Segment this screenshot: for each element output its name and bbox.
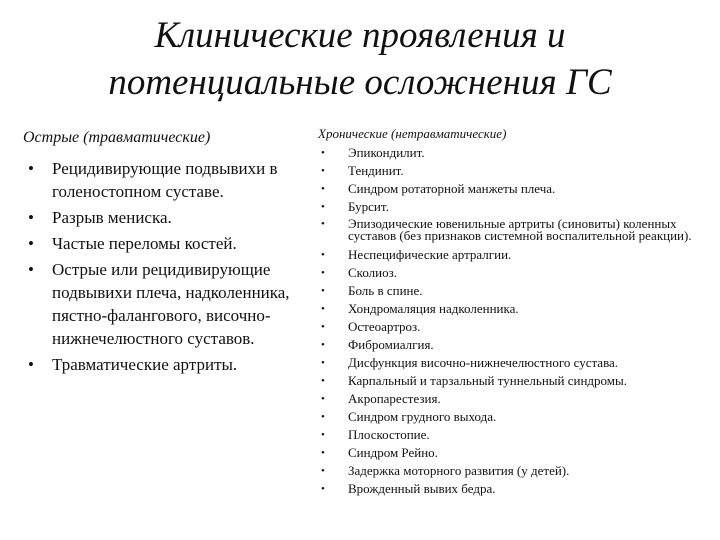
acute-item-text: Частые переломы костей. — [52, 234, 237, 253]
bullet-icon: • — [321, 447, 325, 459]
list-item — [23, 206, 305, 229]
bullet-icon: • — [321, 357, 325, 369]
chronic-column — [318, 126, 714, 498]
bullet-icon: • — [321, 165, 325, 177]
bullet-icon: • — [321, 339, 325, 351]
chronic-list — [318, 144, 714, 498]
chronic-item-text: Остеоартроз. — [348, 319, 421, 334]
list-item — [318, 462, 714, 480]
chronic-item-text: Тендинит. — [348, 163, 404, 178]
list-item — [23, 353, 305, 376]
chronic-item-text: Эпизодические ювенильные артриты (синовиты) коленных суставов (без признаков системной воспалительной реакции). — [348, 216, 692, 243]
chronic-item-text: Акропарестезия. — [348, 391, 441, 406]
bullet-icon: • — [28, 234, 34, 253]
chronic-item-text: Синдром Рейно. — [348, 445, 438, 460]
bullet-icon: • — [321, 285, 325, 297]
bullet-icon: • — [321, 201, 325, 213]
list-item — [23, 157, 305, 203]
list-item — [318, 144, 714, 162]
bullet-icon: • — [28, 260, 34, 279]
bullet-icon: • — [321, 267, 325, 279]
list-item — [318, 354, 714, 372]
acute-item-text: Рецидивирующие подвывихи в голеностопном суставе. — [52, 159, 278, 201]
bullet-icon: • — [321, 147, 325, 159]
bullet-icon: • — [321, 429, 325, 441]
acute-item-text: Травматические артриты. — [52, 355, 238, 374]
bullet-icon: • — [321, 375, 325, 387]
bullet-icon: • — [321, 303, 325, 315]
acute-item-text: Разрыв мениска. — [52, 208, 172, 227]
slide-title-line-2: потенциальные осложнения ГС — [108, 62, 612, 103]
chronic-item-text: Хондромаляция надколенника. — [348, 301, 519, 316]
bullet-icon: • — [321, 321, 325, 333]
list-item — [318, 408, 714, 426]
list-item — [318, 426, 714, 444]
list-item — [318, 216, 714, 246]
chronic-item-text: Эпикондилит. — [348, 145, 425, 160]
bullet-icon: • — [321, 411, 325, 423]
chronic-item-text: Задержка моторного развития (у детей). — [348, 463, 570, 478]
slide-title-line-1: Клинические проявления и — [154, 15, 566, 56]
bullet-icon: • — [321, 465, 325, 477]
chronic-item-text: Неспецифические артралгии. — [348, 247, 512, 262]
bullet-icon: • — [321, 218, 325, 230]
chronic-item-text: Бурсит. — [348, 199, 389, 214]
list-item — [318, 162, 714, 180]
chronic-item-text: Врожденный вывих бедра. — [348, 481, 496, 496]
list-item — [23, 258, 305, 350]
bullet-icon: • — [321, 249, 325, 261]
list-item — [318, 372, 714, 390]
acute-item-text: Острые или рецидивирующие подвывихи плеча, надколенника, пястно-фалангового, височно-нижнечелюстного суставов. — [52, 260, 290, 348]
list-item — [318, 180, 714, 198]
chronic-item-text: Плоскостопие. — [348, 427, 430, 442]
acute-list — [23, 157, 305, 376]
bullet-icon: • — [321, 483, 325, 495]
list-item — [318, 198, 714, 216]
acute-column — [23, 126, 305, 379]
list-item — [318, 264, 714, 282]
list-item — [318, 318, 714, 336]
list-item — [23, 232, 305, 255]
chronic-item-text: Карпальный и тарзальный туннельный синдромы. — [348, 373, 628, 388]
chronic-item-text: Дисфункция височно-нижнечелюстного сустава. — [348, 355, 619, 370]
bullet-icon: • — [28, 159, 34, 178]
bullet-icon: • — [321, 183, 325, 195]
chronic-item-text: Синдром ротаторной манжеты плеча. — [348, 181, 556, 196]
chronic-item-text: Боль в спине. — [348, 283, 423, 298]
list-item — [318, 480, 714, 498]
bullet-icon: • — [28, 355, 34, 374]
list-item — [318, 246, 714, 264]
chronic-heading: Хронические (нетравматические) — [318, 126, 507, 141]
bullet-icon: • — [28, 208, 34, 227]
list-item — [318, 282, 714, 300]
list-item — [318, 444, 714, 462]
list-item — [318, 390, 714, 408]
acute-heading: Острые (травматические) — [23, 129, 211, 146]
slide-title — [40, 12, 680, 106]
bullet-icon: • — [321, 393, 325, 405]
chronic-item-text: Синдром грудного выхода. — [348, 409, 497, 424]
list-item — [318, 336, 714, 354]
list-item — [318, 300, 714, 318]
chronic-item-text: Фибромиалгия. — [348, 337, 434, 352]
chronic-item-text: Сколиоз. — [348, 265, 397, 280]
